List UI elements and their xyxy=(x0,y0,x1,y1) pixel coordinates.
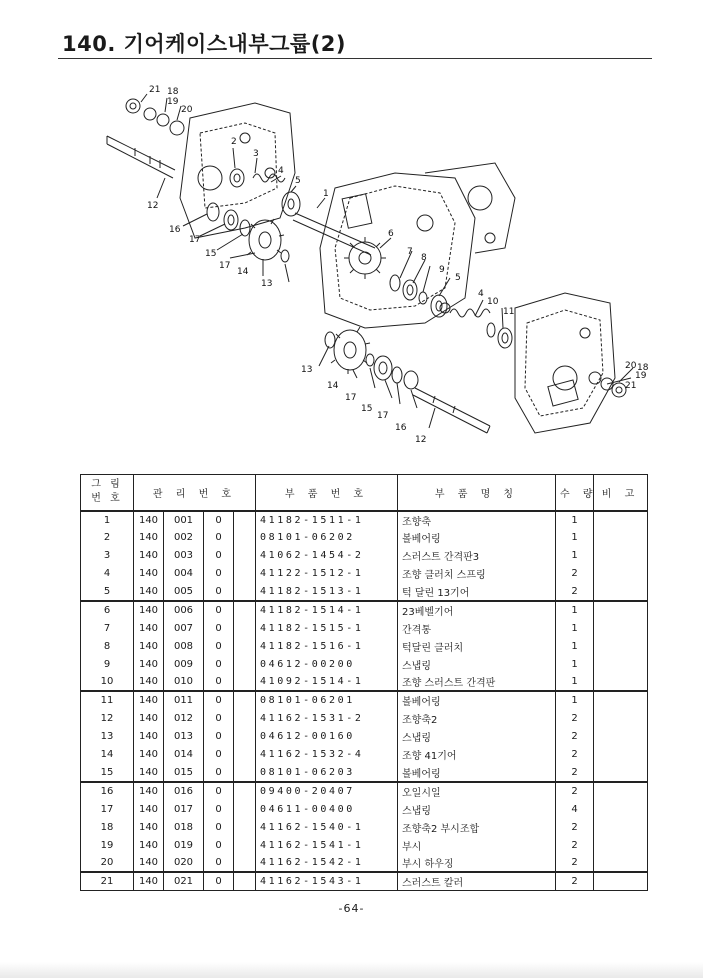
mgmt-blank-cell xyxy=(234,872,256,890)
remark-cell xyxy=(594,710,648,728)
table-row xyxy=(81,746,648,764)
mgmt-serial-cell: 007 xyxy=(164,619,204,637)
part-number-cell: 09400-20407 xyxy=(256,782,398,800)
remark-cell xyxy=(594,601,648,619)
mgmt-rev-cell: 0 xyxy=(204,782,234,800)
quantity-cell: 1 xyxy=(556,529,594,547)
mgmt-group-cell: 140 xyxy=(134,673,164,691)
quantity-cell: 2 xyxy=(556,583,594,601)
svg-text:13: 13 xyxy=(261,279,273,289)
mgmt-group-cell: 140 xyxy=(134,601,164,619)
svg-text:20: 20 xyxy=(625,361,637,371)
mgmt-serial-cell: 008 xyxy=(164,637,204,655)
fig-no-cell: 2 xyxy=(81,529,134,547)
svg-text:1: 1 xyxy=(323,189,329,199)
exploded-parts-diagram xyxy=(95,78,655,458)
mgmt-group-cell: 140 xyxy=(134,710,164,728)
mgmt-group-cell: 140 xyxy=(134,583,164,601)
mgmt-group-cell: 140 xyxy=(134,547,164,565)
mgmt-blank-cell xyxy=(234,529,256,547)
mgmt-rev-cell: 0 xyxy=(204,746,234,764)
mgmt-blank-cell xyxy=(234,637,256,655)
fig-no-cell: 9 xyxy=(81,655,134,673)
part-name-cell: 볼베어링 xyxy=(398,691,556,709)
title-rule xyxy=(58,58,652,59)
table-row xyxy=(81,619,648,637)
mgmt-blank-cell xyxy=(234,691,256,709)
fig-no-cell: 16 xyxy=(81,782,134,800)
mgmt-blank-cell xyxy=(234,728,256,746)
table-row xyxy=(81,728,648,746)
part-number-cell: 41162-1531-2 xyxy=(256,710,398,728)
table-row xyxy=(81,583,648,601)
mgmt-serial-cell: 015 xyxy=(164,764,204,782)
part-name-cell: 스냅링 xyxy=(398,728,556,746)
mgmt-serial-cell: 021 xyxy=(164,872,204,890)
mgmt-rev-cell: 0 xyxy=(204,854,234,872)
part-name-cell: 간격통 xyxy=(398,619,556,637)
mgmt-serial-cell: 001 xyxy=(164,511,204,529)
part-number-cell: 08101-06202 xyxy=(256,529,398,547)
mgmt-group-cell: 140 xyxy=(134,782,164,800)
page-number: -64- xyxy=(338,902,365,915)
mgmt-serial-cell: 011 xyxy=(164,691,204,709)
part-name-cell: 오일시일 xyxy=(398,782,556,800)
table-row xyxy=(81,529,648,547)
fig-no-cell: 5 xyxy=(81,583,134,601)
svg-text:4: 4 xyxy=(478,289,484,299)
fig-no-cell: 12 xyxy=(81,710,134,728)
header-fig-no: 그 림 번 호 xyxy=(81,475,134,511)
remark-cell xyxy=(594,511,648,529)
remark-cell xyxy=(594,691,648,709)
mgmt-serial-cell: 012 xyxy=(164,710,204,728)
remark-cell xyxy=(594,818,648,836)
svg-text:12: 12 xyxy=(147,201,159,211)
part-name-cell: 조향 41기어 xyxy=(398,746,556,764)
quantity-cell: 1 xyxy=(556,637,594,655)
remark-cell xyxy=(594,800,648,818)
mgmt-blank-cell xyxy=(234,565,256,583)
quantity-cell: 2 xyxy=(556,782,594,800)
svg-text:15: 15 xyxy=(205,249,217,259)
mgmt-group-cell: 140 xyxy=(134,565,164,583)
remark-cell xyxy=(594,782,648,800)
mgmt-blank-cell xyxy=(234,511,256,529)
quantity-cell: 1 xyxy=(556,619,594,637)
mgmt-serial-cell: 002 xyxy=(164,529,204,547)
quantity-cell: 2 xyxy=(556,872,594,890)
mgmt-rev-cell: 0 xyxy=(204,601,234,619)
mgmt-blank-cell xyxy=(234,673,256,691)
mgmt-rev-cell: 0 xyxy=(204,547,234,565)
svg-text:8: 8 xyxy=(421,253,427,263)
part-number-cell: 41162-1532-4 xyxy=(256,746,398,764)
table-row xyxy=(81,854,648,872)
fig-no-cell: 1 xyxy=(81,511,134,529)
svg-text:19: 19 xyxy=(635,371,647,381)
table-row xyxy=(81,547,648,565)
part-number-cell: 41162-1541-1 xyxy=(256,836,398,854)
mgmt-blank-cell xyxy=(234,601,256,619)
mgmt-rev-cell: 0 xyxy=(204,565,234,583)
quantity-cell: 4 xyxy=(556,800,594,818)
fig-no-cell: 21 xyxy=(81,872,134,890)
quantity-cell: 2 xyxy=(556,565,594,583)
quantity-cell: 2 xyxy=(556,836,594,854)
svg-text:7: 7 xyxy=(407,247,413,257)
svg-text:11: 11 xyxy=(503,307,515,317)
part-number-cell: 04612-00160 xyxy=(256,728,398,746)
mgmt-serial-cell: 009 xyxy=(164,655,204,673)
header-mgmt-no: 관 리 번 호 xyxy=(134,475,256,511)
mgmt-blank-cell xyxy=(234,854,256,872)
mgmt-group-cell: 140 xyxy=(134,511,164,529)
mgmt-rev-cell: 0 xyxy=(204,764,234,782)
quantity-cell: 2 xyxy=(556,854,594,872)
fig-no-cell: 20 xyxy=(81,854,134,872)
part-name-cell: 조향축2 xyxy=(398,710,556,728)
svg-text:18: 18 xyxy=(637,363,649,373)
header-remark: 비 고 xyxy=(594,475,648,511)
part-number-cell: 41092-1514-1 xyxy=(256,673,398,691)
mgmt-group-cell: 140 xyxy=(134,529,164,547)
header-part-no: 부 품 번 호 xyxy=(256,475,398,511)
svg-text:17: 17 xyxy=(219,261,231,271)
part-name-cell: 조향 스러스트 간격판 xyxy=(398,673,556,691)
svg-text:13: 13 xyxy=(301,365,313,375)
mgmt-blank-cell xyxy=(234,547,256,565)
table-row xyxy=(81,800,648,818)
quantity-cell: 1 xyxy=(556,673,594,691)
remark-cell xyxy=(594,836,648,854)
remark-cell xyxy=(594,673,648,691)
part-name-cell: 스러스트 간격판3 xyxy=(398,547,556,565)
remark-cell xyxy=(594,565,648,583)
part-number-cell: 41062-1454-2 xyxy=(256,547,398,565)
svg-text:3: 3 xyxy=(253,149,259,159)
svg-text:21: 21 xyxy=(149,85,161,95)
quantity-cell: 1 xyxy=(556,655,594,673)
part-name-cell: 턱 달린 13기어 xyxy=(398,583,556,601)
mgmt-blank-cell xyxy=(234,782,256,800)
mgmt-blank-cell xyxy=(234,818,256,836)
mgmt-group-cell: 140 xyxy=(134,637,164,655)
mgmt-rev-cell: 0 xyxy=(204,673,234,691)
table-row xyxy=(81,872,648,890)
table-row xyxy=(81,565,648,583)
mgmt-serial-cell: 003 xyxy=(164,547,204,565)
mgmt-group-cell: 140 xyxy=(134,746,164,764)
part-number-cell: 41182-1516-1 xyxy=(256,637,398,655)
remark-cell xyxy=(594,547,648,565)
mgmt-rev-cell: 0 xyxy=(204,637,234,655)
fig-no-cell: 15 xyxy=(81,764,134,782)
part-name-cell: 스냅링 xyxy=(398,655,556,673)
table-row xyxy=(81,836,648,854)
mgmt-group-cell: 140 xyxy=(134,655,164,673)
quantity-cell: 1 xyxy=(556,547,594,565)
fig-no-cell: 17 xyxy=(81,800,134,818)
page-title: 140. 기어케이스내부그룹(2) xyxy=(62,32,347,56)
mgmt-rev-cell: 0 xyxy=(204,836,234,854)
remark-cell xyxy=(594,637,648,655)
part-name-cell: 볼베어링 xyxy=(398,764,556,782)
quantity-cell: 1 xyxy=(556,691,594,709)
mgmt-rev-cell: 0 xyxy=(204,728,234,746)
table-row xyxy=(81,764,648,782)
remark-cell xyxy=(594,619,648,637)
svg-text:21: 21 xyxy=(625,381,637,391)
part-number-cell: 04611-00400 xyxy=(256,800,398,818)
mgmt-blank-cell xyxy=(234,710,256,728)
fig-no-cell: 19 xyxy=(81,836,134,854)
svg-text:14: 14 xyxy=(237,267,249,277)
parts-table-body xyxy=(81,511,648,891)
scan-edge xyxy=(0,962,703,978)
mgmt-serial-cell: 010 xyxy=(164,673,204,691)
mgmt-blank-cell xyxy=(234,764,256,782)
mgmt-serial-cell: 020 xyxy=(164,854,204,872)
fig-no-cell: 7 xyxy=(81,619,134,637)
part-number-cell: 41182-1511-1 xyxy=(256,511,398,529)
table-row xyxy=(81,818,648,836)
mgmt-group-cell: 140 xyxy=(134,728,164,746)
part-number-cell: 41162-1543-1 xyxy=(256,872,398,890)
part-number-cell: 41182-1513-1 xyxy=(256,583,398,601)
part-number-cell: 41162-1542-1 xyxy=(256,854,398,872)
part-number-cell: 41122-1512-1 xyxy=(256,565,398,583)
remark-cell xyxy=(594,746,648,764)
quantity-cell: 1 xyxy=(556,511,594,529)
mgmt-blank-cell xyxy=(234,746,256,764)
part-name-cell: 부시 xyxy=(398,836,556,854)
fig-no-cell: 10 xyxy=(81,673,134,691)
table-row xyxy=(81,673,648,691)
mgmt-group-cell: 140 xyxy=(134,691,164,709)
fig-no-cell: 6 xyxy=(81,601,134,619)
mgmt-rev-cell: 0 xyxy=(204,800,234,818)
mgmt-group-cell: 140 xyxy=(134,854,164,872)
svg-text:9: 9 xyxy=(439,265,445,275)
part-name-cell: 턱달린 클러치 xyxy=(398,637,556,655)
part-name-cell: 23베벨기어 xyxy=(398,601,556,619)
parts-table xyxy=(80,474,648,891)
mgmt-serial-cell: 014 xyxy=(164,746,204,764)
remark-cell xyxy=(594,764,648,782)
part-name-cell: 부시 하우징 xyxy=(398,854,556,872)
quantity-cell: 2 xyxy=(556,764,594,782)
part-number-cell: 41182-1515-1 xyxy=(256,619,398,637)
mgmt-serial-cell: 017 xyxy=(164,800,204,818)
mgmt-rev-cell: 0 xyxy=(204,710,234,728)
mgmt-serial-cell: 018 xyxy=(164,818,204,836)
svg-text:5: 5 xyxy=(295,176,301,186)
part-name-cell: 조향 클러치 스프링 xyxy=(398,565,556,583)
mgmt-blank-cell xyxy=(234,800,256,818)
fig-no-cell: 11 xyxy=(81,691,134,709)
fig-no-cell: 18 xyxy=(81,818,134,836)
mgmt-group-cell: 140 xyxy=(134,764,164,782)
svg-text:17: 17 xyxy=(345,393,357,403)
svg-text:16: 16 xyxy=(395,423,407,433)
svg-text:17: 17 xyxy=(377,411,389,421)
quantity-cell: 1 xyxy=(556,601,594,619)
mgmt-serial-cell: 013 xyxy=(164,728,204,746)
mgmt-serial-cell: 016 xyxy=(164,782,204,800)
part-number-cell: 41182-1514-1 xyxy=(256,601,398,619)
part-number-cell: 08101-06203 xyxy=(256,764,398,782)
mgmt-rev-cell: 0 xyxy=(204,872,234,890)
table-row xyxy=(81,710,648,728)
svg-text:18: 18 xyxy=(167,87,179,97)
table-header-row xyxy=(81,475,648,511)
svg-text:16: 16 xyxy=(169,225,181,235)
mgmt-group-cell: 140 xyxy=(134,619,164,637)
svg-text:19: 19 xyxy=(167,97,179,107)
mgmt-serial-cell: 006 xyxy=(164,601,204,619)
svg-text:5: 5 xyxy=(455,273,461,283)
svg-text:2: 2 xyxy=(231,137,237,147)
mgmt-group-cell: 140 xyxy=(134,818,164,836)
remark-cell xyxy=(594,529,648,547)
table-row xyxy=(81,655,648,673)
quantity-cell: 2 xyxy=(556,746,594,764)
svg-text:10: 10 xyxy=(487,297,499,307)
mgmt-rev-cell: 0 xyxy=(204,583,234,601)
part-number-cell: 08101-06201 xyxy=(256,691,398,709)
header-part-name: 부 품 명 칭 xyxy=(398,475,556,511)
remark-cell xyxy=(594,655,648,673)
quantity-cell: 2 xyxy=(556,710,594,728)
mgmt-blank-cell xyxy=(234,836,256,854)
mgmt-rev-cell: 0 xyxy=(204,818,234,836)
mgmt-rev-cell: 0 xyxy=(204,619,234,637)
quantity-cell: 2 xyxy=(556,728,594,746)
svg-text:15: 15 xyxy=(361,404,373,414)
mgmt-rev-cell: 0 xyxy=(204,655,234,673)
part-name-cell: 스냅링 xyxy=(398,800,556,818)
svg-text:6: 6 xyxy=(388,229,394,239)
mgmt-rev-cell: 0 xyxy=(204,529,234,547)
part-number-cell: 41162-1540-1 xyxy=(256,818,398,836)
mgmt-serial-cell: 019 xyxy=(164,836,204,854)
part-name-cell: 스러스트 칼러 xyxy=(398,872,556,890)
table-row xyxy=(81,511,648,529)
fig-no-cell: 3 xyxy=(81,547,134,565)
mgmt-rev-cell: 0 xyxy=(204,511,234,529)
svg-text:4: 4 xyxy=(278,166,284,176)
mgmt-group-cell: 140 xyxy=(134,836,164,854)
mgmt-blank-cell xyxy=(234,583,256,601)
quantity-cell: 2 xyxy=(556,818,594,836)
mgmt-blank-cell xyxy=(234,655,256,673)
fig-no-cell: 8 xyxy=(81,637,134,655)
fig-no-cell: 4 xyxy=(81,565,134,583)
remark-cell xyxy=(594,854,648,872)
svg-text:17: 17 xyxy=(189,235,201,245)
svg-text:20: 20 xyxy=(181,105,193,115)
header-qty: 수 량 xyxy=(556,475,594,511)
mgmt-serial-cell: 005 xyxy=(164,583,204,601)
fig-no-cell: 14 xyxy=(81,746,134,764)
table-row xyxy=(81,601,648,619)
fig-no-cell: 13 xyxy=(81,728,134,746)
remark-cell xyxy=(594,728,648,746)
mgmt-blank-cell xyxy=(234,619,256,637)
mgmt-group-cell: 140 xyxy=(134,872,164,890)
part-name-cell: 조향축 xyxy=(398,511,556,529)
mgmt-serial-cell: 004 xyxy=(164,565,204,583)
table-row xyxy=(81,637,648,655)
remark-cell xyxy=(594,583,648,601)
table-row xyxy=(81,691,648,709)
part-name-cell: 조향축2 부시조합 xyxy=(398,818,556,836)
mgmt-group-cell: 140 xyxy=(134,800,164,818)
svg-text:14: 14 xyxy=(327,381,339,391)
table-row xyxy=(81,782,648,800)
mgmt-rev-cell: 0 xyxy=(204,691,234,709)
remark-cell xyxy=(594,872,648,890)
part-name-cell: 볼베어링 xyxy=(398,529,556,547)
part-number-cell: 04612-00200 xyxy=(256,655,398,673)
svg-text:12: 12 xyxy=(415,435,427,445)
